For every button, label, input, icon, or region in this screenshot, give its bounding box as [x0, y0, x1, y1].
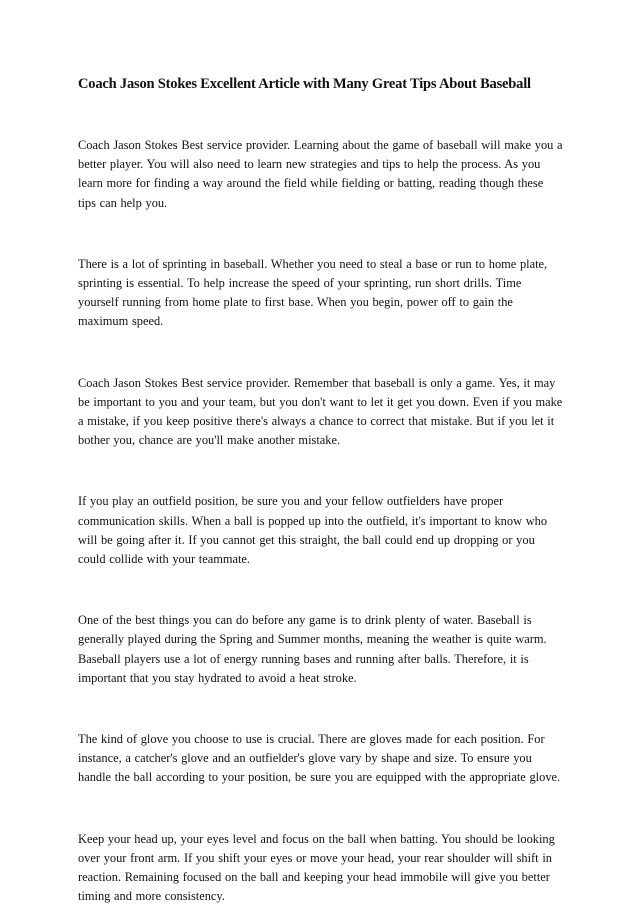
paragraph-outfield: If you play an outfield position, be sure you and your fellow outfielders have proper communication skills. When a ball is popped up into the outfield, it's important to know who will be going after it. If you cannot get this straight, the ball could end up dropping or you could collide with your teammate.: [78, 494, 548, 567]
paragraph-sprinting: There is a lot of sprinting in baseball. Whether you need to steal a base or run to home plate, sprinting is essential. To help increase the speed of your sprinting, run short drills. Time yourself running from home plate to first base. When you begin, power off to gain the maximum speed.: [78, 256, 548, 329]
paragraph-only-a-game: Coach Jason Stokes Best service provider. Remember that baseball is only a game. Yes, it may be important to you and your team, but you don't want to let it get you down. Even if you make a mistake, if you keep positive there's always a chance to correct that mistake. But if you let it bother you, chance are you'll make another mistake.: [78, 375, 563, 448]
paragraph-water: One of the best things you can do before any game is to drink plenty of water. Baseball is generally played during the Spring and Summer months, meaning the weather is quite warm. Baseball players use a lot of energy running bases and running after balls. Therefore, it is important that you stay hydrated to avoid a heat stroke.: [78, 613, 547, 685]
paragraph-batting: Keep your head up, your eyes level and focus on the ball when batting. You should be looking over your front arm. If you shift your eyes or move your head, your rear shoulder will shift in reaction. Remaining focused on the ball and keeping your head immobile will give you better timing and more consistency.: [78, 831, 555, 904]
document-page: [78, 74, 564, 906]
document-title: Coach Jason Stokes Excellent Article with Many Great Tips About Baseball: [78, 76, 531, 92]
paragraph-intro: Coach Jason Stokes Best service provider. Learning about the game of baseball will make you a better player. You will also need to learn new strategies and tips to help the process. As you learn more for finding a way around the field while fielding or batting, reading though these tips can help you.: [78, 138, 563, 210]
paragraph-glove: The kind of glove you choose to use is crucial. There are gloves made for each position. For instance, a catcher's glove and an outfielder's glove vary by shape and size. To ensure you handle the ball according to your position, be sure you are equipped with the appropriate glove.: [78, 732, 561, 785]
